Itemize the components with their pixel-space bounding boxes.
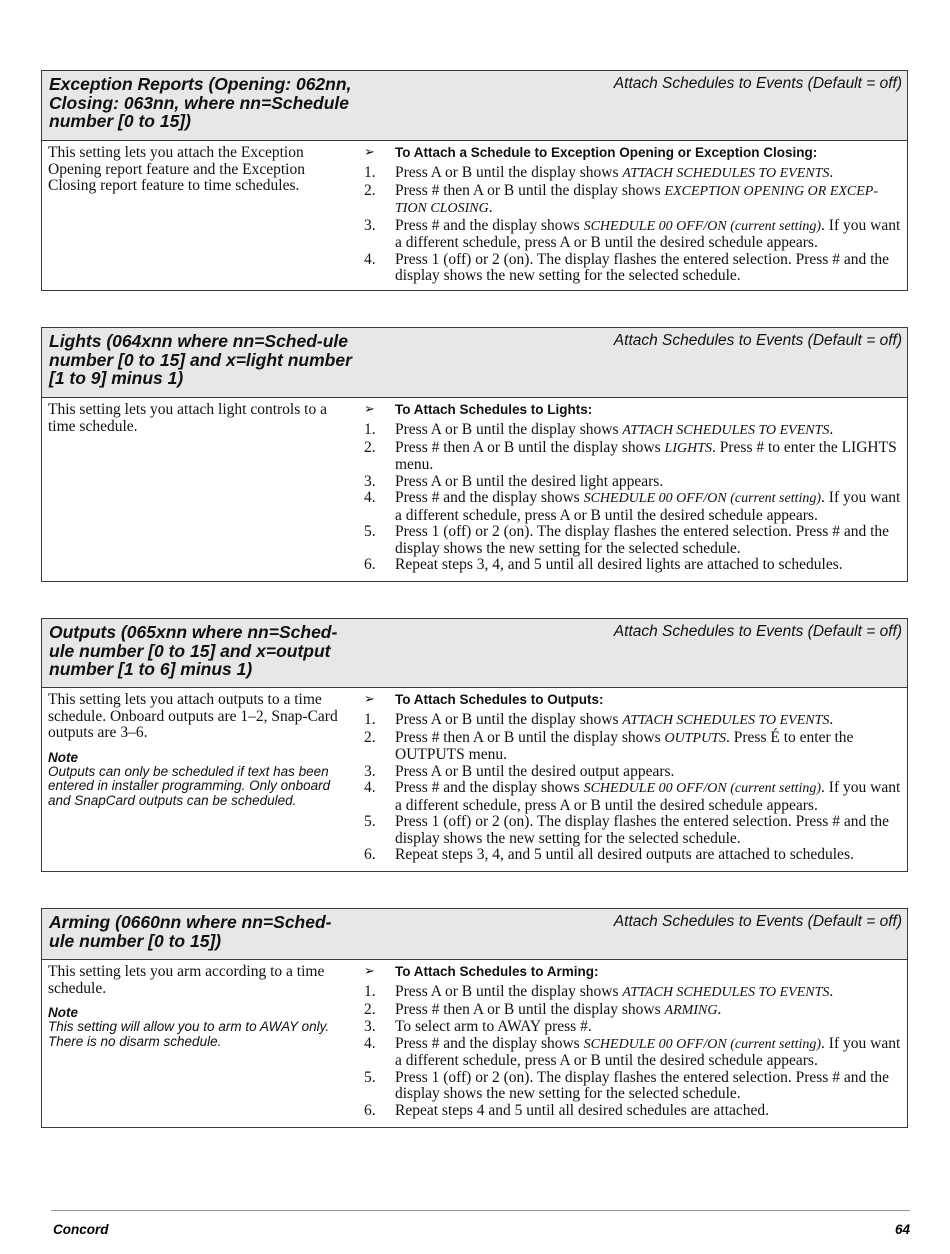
procedure-step <box>364 814 904 847</box>
arrow-bullet-icon: ➢ <box>364 402 375 417</box>
procedure-step <box>364 524 904 557</box>
step-number: 1. <box>364 983 376 1000</box>
step-display-text: SCHEDULE 00 OFF/ON (current setting) <box>583 781 822 796</box>
step-number: 4. <box>364 779 376 796</box>
procedure-steps <box>364 712 904 864</box>
section-description: This setting lets you arm according to a time schedule. <box>48 963 325 997</box>
step-number: 2. <box>364 181 376 199</box>
step-text: Press A or B until the display shows <box>395 421 623 438</box>
step-display-text: OUTPUTS <box>664 730 727 746</box>
step-text-tail: . If you want a different schedule, press A or B until the desired schedule appears. <box>395 216 901 251</box>
step-text: Press A or B until the desired light appears. <box>395 472 664 490</box>
step-text: Press # then A or B until the display shows <box>395 181 665 199</box>
step-text: Press # and the display shows <box>395 216 584 234</box>
section-header-right: Attach Schedules to Events (Default = off) <box>613 332 902 349</box>
procedure-step <box>364 1036 904 1070</box>
step-text: Press # then A or B until the display shows <box>395 438 665 456</box>
step-display-text: ATTACH SCHEDULES TO EVENTS <box>622 985 830 1000</box>
step-display-text: SCHEDULE 00 OFF/ON (current setting) <box>583 218 822 234</box>
procedure-step <box>364 165 904 183</box>
step-display-text: EXCEPTION OPENING OR EXCEP-TION CLOSING <box>395 183 879 216</box>
step-number: 5. <box>364 1068 376 1086</box>
step-number: 2. <box>364 1000 376 1018</box>
step-number: 1. <box>364 711 376 728</box>
step-text: Repeat steps 4 and 5 until all desired schedules are attached. <box>395 1101 770 1119</box>
step-text-tail: . <box>829 983 834 1000</box>
procedure-step <box>364 490 904 524</box>
step-display-text: ATTACH SCHEDULES TO EVENTS <box>622 713 830 728</box>
step-text-tail: . <box>717 1000 722 1018</box>
section-title: Arming (0660nn where nn=Sched-ule number [0 to 15]) <box>49 912 332 951</box>
procedure-step <box>364 1002 904 1020</box>
procedure-step <box>364 1019 904 1036</box>
step-text-tail: . <box>829 711 834 728</box>
procedure-step <box>364 1103 904 1120</box>
step-text-tail: . If you want a different schedule, press A or B until the desired schedule appears. <box>395 779 901 814</box>
step-display-text: LIGHTS <box>664 440 713 456</box>
note-label: Note <box>48 1005 78 1020</box>
step-number: 3. <box>364 762 376 780</box>
section-title: Exception Reports (Opening: 062nn, Closing: 063nn, where nn=Schedule number [0 to 15]) <box>49 74 352 131</box>
step-number: 3. <box>364 472 376 490</box>
step-number: 2. <box>364 438 376 456</box>
section-outputs <box>41 618 908 872</box>
procedure-title <box>364 963 904 980</box>
step-number: 3. <box>364 216 376 234</box>
section-header-right: Attach Schedules to Events (Default = off) <box>613 623 902 640</box>
note-label: Note <box>48 749 78 765</box>
note-text: This setting will allow you to arm to AWAY only. There is no disarm schedule. <box>48 1019 330 1049</box>
step-display-text: SCHEDULE 00 OFF/ON (current setting) <box>583 491 822 506</box>
step-number: 5. <box>364 813 376 830</box>
step-number: 1. <box>364 421 376 438</box>
step-text-tail: . <box>829 164 834 181</box>
step-text: Press A or B until the display shows <box>395 983 623 1000</box>
procedure-title-text: To Attach Schedules to Outputs: <box>395 692 604 707</box>
section-title: Outputs (065xnn where nn=Sched-ule number [0 to 15] and x=output number [1 to 6] minus 1) <box>49 622 338 679</box>
arrow-bullet-icon: ➢ <box>364 692 375 707</box>
step-number: 6. <box>364 846 376 863</box>
step-number: 4. <box>364 489 376 506</box>
section-header-right: Attach Schedules to Events (Default = off) <box>613 913 902 930</box>
section-arming <box>41 908 908 1128</box>
section-header <box>42 619 907 688</box>
step-text-tail: . <box>829 421 834 438</box>
section-left-column <box>48 964 348 1050</box>
section-description: This setting lets you attach light controls to a time schedule. <box>48 401 327 435</box>
step-number: 4. <box>364 1034 376 1052</box>
section-left-column <box>48 692 348 809</box>
step-text: Press 1 (off) or 2 (on). The display flashes the entered selection. Press # and the display shows the new setting for the selected schedule. <box>395 1068 890 1102</box>
procedure-step <box>364 440 904 474</box>
procedure-step <box>364 712 904 730</box>
step-text-tail: . <box>488 199 493 216</box>
step-number: 3. <box>364 1018 376 1035</box>
procedure-title <box>364 401 904 418</box>
step-text: Repeat steps 3, 4, and 5 until all desired lights are attached to schedules. <box>395 556 843 573</box>
procedure <box>364 144 904 285</box>
procedure <box>364 963 904 1119</box>
procedure-title-text: To Attach a Schedule to Exception Opening or Exception Closing: <box>395 145 818 160</box>
step-text: Press A or B until the display shows <box>395 711 623 728</box>
section-description: This setting lets you attach the Exception Opening report feature and the Exception Closing report feature to time schedules. <box>48 144 305 194</box>
footer-divider <box>51 1210 910 1211</box>
arrow-bullet-icon: ➢ <box>364 964 375 979</box>
procedure-steps <box>364 165 904 285</box>
step-text: Repeat steps 3, 4, and 5 until all desired outputs are attached to schedules. <box>395 846 854 863</box>
procedure-step <box>364 422 904 440</box>
section-header-right: Attach Schedules to Events (Default = off) <box>613 75 902 92</box>
step-text: Press # and the display shows <box>395 489 584 506</box>
step-text: Press 1 (off) or 2 (on). The display flashes the entered selection. Press # and the display shows the new setting for the selected schedule. <box>395 813 890 847</box>
procedure-steps <box>364 984 904 1119</box>
procedure <box>364 401 904 574</box>
procedure-step <box>364 218 904 252</box>
note-text: Outputs can only be scheduled if text has been entered in installer programming. Only onboard and SnapCard outputs can be scheduled. <box>48 763 331 809</box>
step-text: Press A or B until the display shows <box>395 164 623 181</box>
section-header <box>42 328 907 398</box>
procedure-step <box>364 780 904 814</box>
procedure <box>364 691 904 864</box>
section-lights <box>41 327 908 582</box>
procedure-step <box>364 474 904 491</box>
step-text: To select arm to AWAY press #. <box>395 1018 592 1035</box>
procedure-step <box>364 847 904 864</box>
procedure-step <box>364 252 904 285</box>
step-number: 2. <box>364 728 376 746</box>
arrow-bullet-icon: ➢ <box>364 145 375 160</box>
section-header <box>42 71 907 141</box>
procedure-title <box>364 144 904 161</box>
step-display-text: ATTACH SCHEDULES TO EVENTS <box>622 166 830 181</box>
step-text: Press A or B until the desired output appears. <box>395 762 675 780</box>
procedure-step <box>364 1070 904 1103</box>
step-display-text: ARMING <box>664 1002 718 1018</box>
step-number: 1. <box>364 164 376 181</box>
step-text: Press # then A or B until the display shows <box>395 728 665 746</box>
procedure-step <box>364 557 904 574</box>
procedure-step <box>364 183 904 218</box>
step-text-tail: . Press É to enter the OUTPUTS menu. <box>395 728 854 763</box>
section-description: This setting lets you attach outputs to a time schedule. Onboard outputs are 1–2, Snap-Card outputs are 3–6. <box>48 691 338 741</box>
step-number: 6. <box>364 1101 376 1119</box>
procedure-title-text: To Attach Schedules to Lights: <box>395 402 593 417</box>
step-text-tail: . If you want a different schedule, press A or B until the desired schedule appears. <box>395 1034 901 1069</box>
step-text: Press # and the display shows <box>395 1034 584 1052</box>
step-number: 4. <box>364 250 376 268</box>
step-number: 6. <box>364 556 376 573</box>
footer-product-name: Concord <box>53 1222 109 1237</box>
step-text-tail: . Press # to enter the LIGHTS menu. <box>395 438 897 473</box>
step-display-text: ATTACH SCHEDULES TO EVENTS <box>622 423 830 438</box>
step-text: Press # then A or B until the display shows <box>395 1000 665 1018</box>
step-text: Press 1 (off) or 2 (on). The display flashes the entered selection. Press # and the display shows the new setting for the selected schedule. <box>395 250 890 284</box>
procedure-title-text: To Attach Schedules to Arming: <box>395 964 599 979</box>
step-number: 5. <box>364 523 376 540</box>
section-header <box>42 909 907 960</box>
footer-page-number: 64 <box>894 1222 910 1237</box>
procedure-step <box>364 764 904 781</box>
step-text: Press # and the display shows <box>395 779 584 796</box>
procedure-step <box>364 984 904 1002</box>
step-display-text: SCHEDULE 00 OFF/ON (current setting) <box>583 1036 822 1052</box>
procedure-steps <box>364 422 904 574</box>
step-text: Press 1 (off) or 2 (on). The display flashes the entered selection. Press # and the display shows the new setting for the selected schedule. <box>395 523 890 557</box>
section-exception-reports <box>41 70 908 291</box>
section-title: Lights (064xnn where nn=Sched-ule number [0 to 15] and x=light number [1 to 9] minus 1) <box>49 331 352 388</box>
step-text-tail: . If you want a different schedule, press A or B until the desired schedule appears. <box>395 489 901 524</box>
procedure-step <box>364 730 904 764</box>
procedure-title <box>364 691 904 708</box>
